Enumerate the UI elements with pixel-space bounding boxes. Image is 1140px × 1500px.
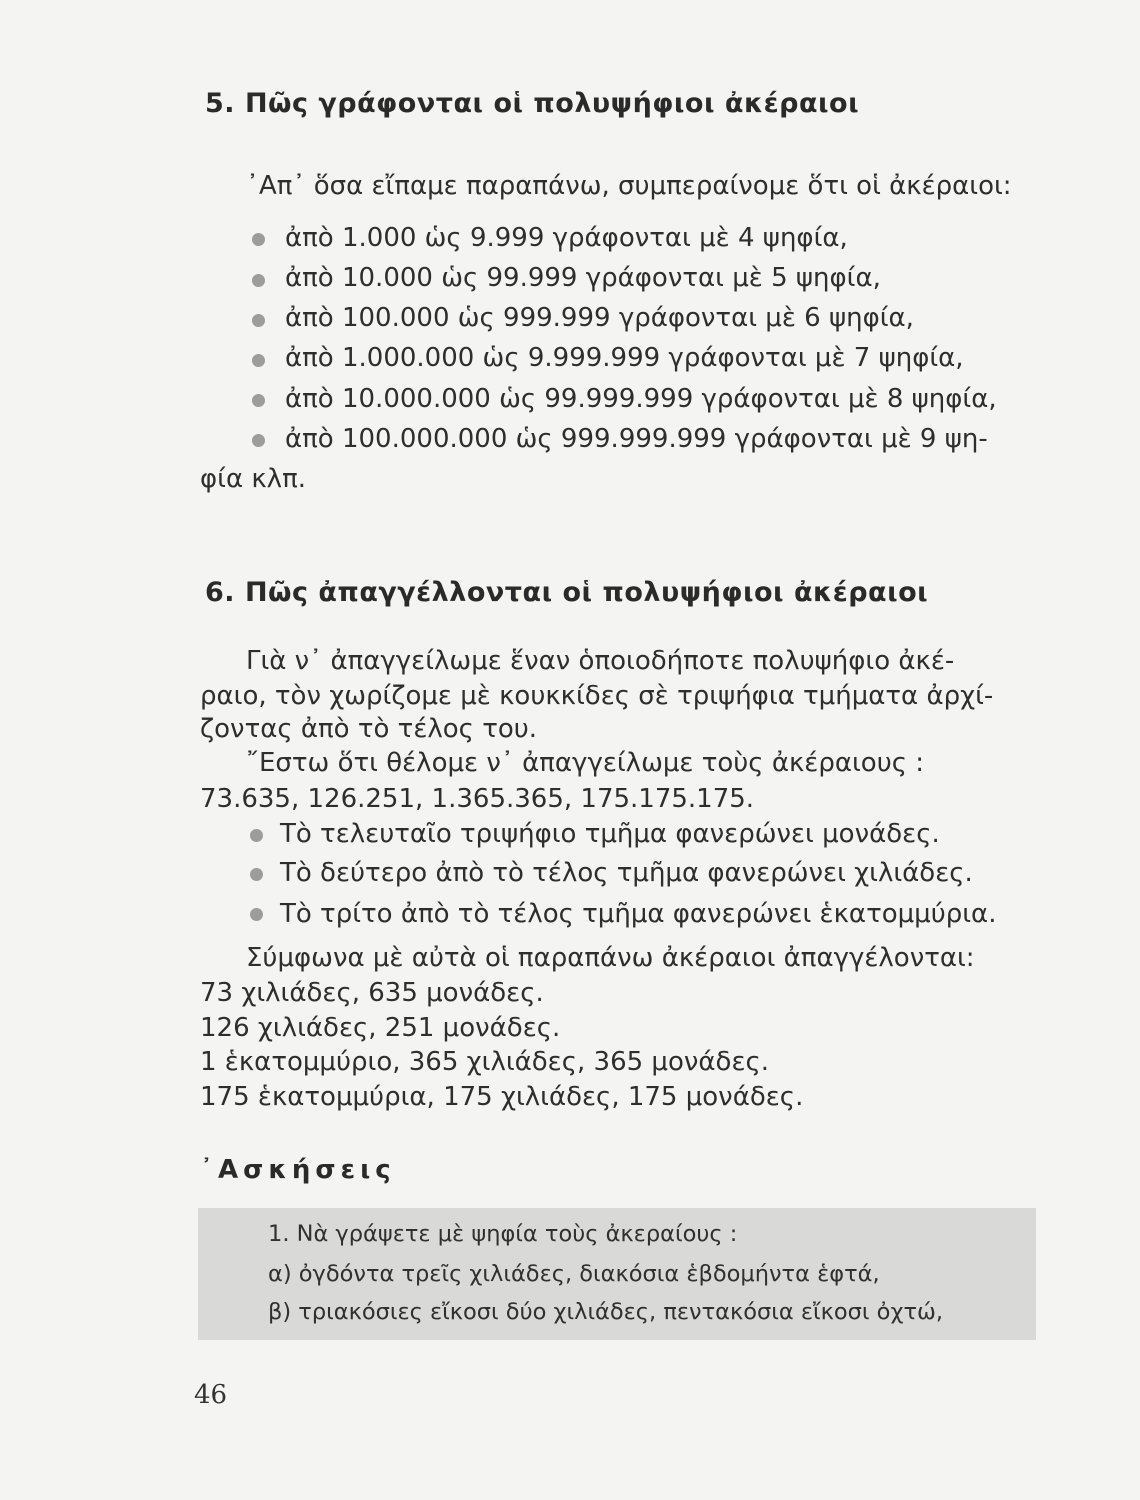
- exercise-line: α) ὀγδόντα τρεῖς χιλιάδες, διακόσια ἑβδομήντα ἑφτά,: [268, 1261, 880, 1287]
- section6-bullet: Τὸ δεύτερο ἀπὸ τὸ τέλος τμῆμα φανερώνει χιλιάδες.: [280, 858, 973, 888]
- exercise-line: 1. Νὰ γράψετε μὲ ψηφία τοὺς ἀκεραίους :: [268, 1221, 738, 1247]
- section6-numbers: 73.635, 126.251, 1.365.365, 175.175.175.: [200, 784, 755, 814]
- bullet-icon: [250, 908, 263, 921]
- section6-para-line: Γιὰ ν᾿ ἀπαγγείλωμε ἕναν ὁποιοδήποτε πολυψήφιο ἀκέ-: [246, 646, 955, 676]
- section6-reading: 1 ἑκατομμύριο, 365 χιλιάδες, 365 μονάδες.: [200, 1047, 770, 1077]
- bullet-icon: [250, 829, 263, 842]
- section5-item: ἀπὸ 10.000 ὡς 99.999 γράφονται μὲ 5 ψηφία,: [285, 263, 881, 293]
- section5-continuation: φία κλπ.: [200, 464, 306, 494]
- section5-item: ἀπὸ 100.000 ὡς 999.999 γράφονται μὲ 6 ψηφία,: [285, 303, 914, 333]
- bullet-icon: [252, 394, 265, 407]
- section6-bullet: Τὸ τρίτο ἀπὸ τὸ τέλος τμῆμα φανερώνει ἑκατομμύρια.: [280, 899, 997, 929]
- exercises-title: ᾿Ασκήσεις: [200, 1155, 396, 1185]
- bullet-icon: [252, 434, 265, 447]
- section5-item: ἀπὸ 100.000.000 ὡς 999.999.999 γράφονται μὲ 9 ψη-: [285, 424, 988, 454]
- section5-item: ἀπὸ 1.000 ὡς 9.999 γράφονται μὲ 4 ψηφία,: [285, 223, 848, 253]
- section6-para2: ῎Εστω ὅτι θέλομε ν᾿ ἀπαγγείλωμε τοὺς ἀκέραιους :: [246, 748, 925, 778]
- section5-intro: ᾿Απ᾿ ὅσα εἴπαμε παραπάνω, συμπεραίνομε ὅτι οἱ ἀκέραιοι:: [246, 171, 1012, 201]
- bullet-icon: [250, 868, 263, 881]
- bullet-icon: [252, 274, 265, 287]
- section6-reading: 175 ἑκατομμύρια, 175 χιλιάδες, 175 μονάδες.: [200, 1082, 804, 1112]
- section6-para-line: ραιο, τὸν χωρίζομε μὲ κουκκίδες σὲ τριψήφια τμήματα ἀρχί-: [200, 681, 994, 711]
- section6-bullet: Τὸ τελευταῖο τριψήφιο τμῆμα φανερώνει μονάδες.: [280, 819, 940, 849]
- page-number: 46: [194, 1380, 228, 1410]
- exercises-box: [198, 1208, 1036, 1340]
- section5-heading: 5. Πῶς γράφονται οἱ πολυψήφιοι ἀκέραιοι: [205, 88, 860, 119]
- section6-para-line: ζοντας ἀπὸ τὸ τέλος του.: [200, 714, 538, 744]
- section5-item: ἀπὸ 1.000.000 ὡς 9.999.999 γράφονται μὲ 7 ψηφία,: [285, 343, 964, 373]
- section6-reading: 73 χιλιάδες, 635 μονάδες.: [200, 978, 544, 1008]
- bullet-icon: [252, 354, 265, 367]
- bullet-icon: [252, 233, 265, 246]
- section6-reading: 126 χιλιάδες, 251 μονάδες.: [200, 1013, 561, 1043]
- section5-item: ἀπὸ 10.000.000 ὡς 99.999.999 γράφονται μὲ 8 ψηφία,: [285, 384, 997, 414]
- exercise-line: β) τριακόσιες εἴκοσι δύο χιλιάδες, πεντακόσια εἴκοσι ὀχτώ,: [268, 1299, 943, 1325]
- section6-heading: 6. Πῶς ἀπαγγέλλονται οἱ πολυψήφιοι ἀκέραιοι: [205, 577, 929, 608]
- section6-conclusion: Σύμφωνα μὲ αὐτὰ οἱ παραπάνω ἀκέραιοι ἀπαγγέλονται:: [246, 943, 975, 973]
- bullet-icon: [252, 314, 265, 327]
